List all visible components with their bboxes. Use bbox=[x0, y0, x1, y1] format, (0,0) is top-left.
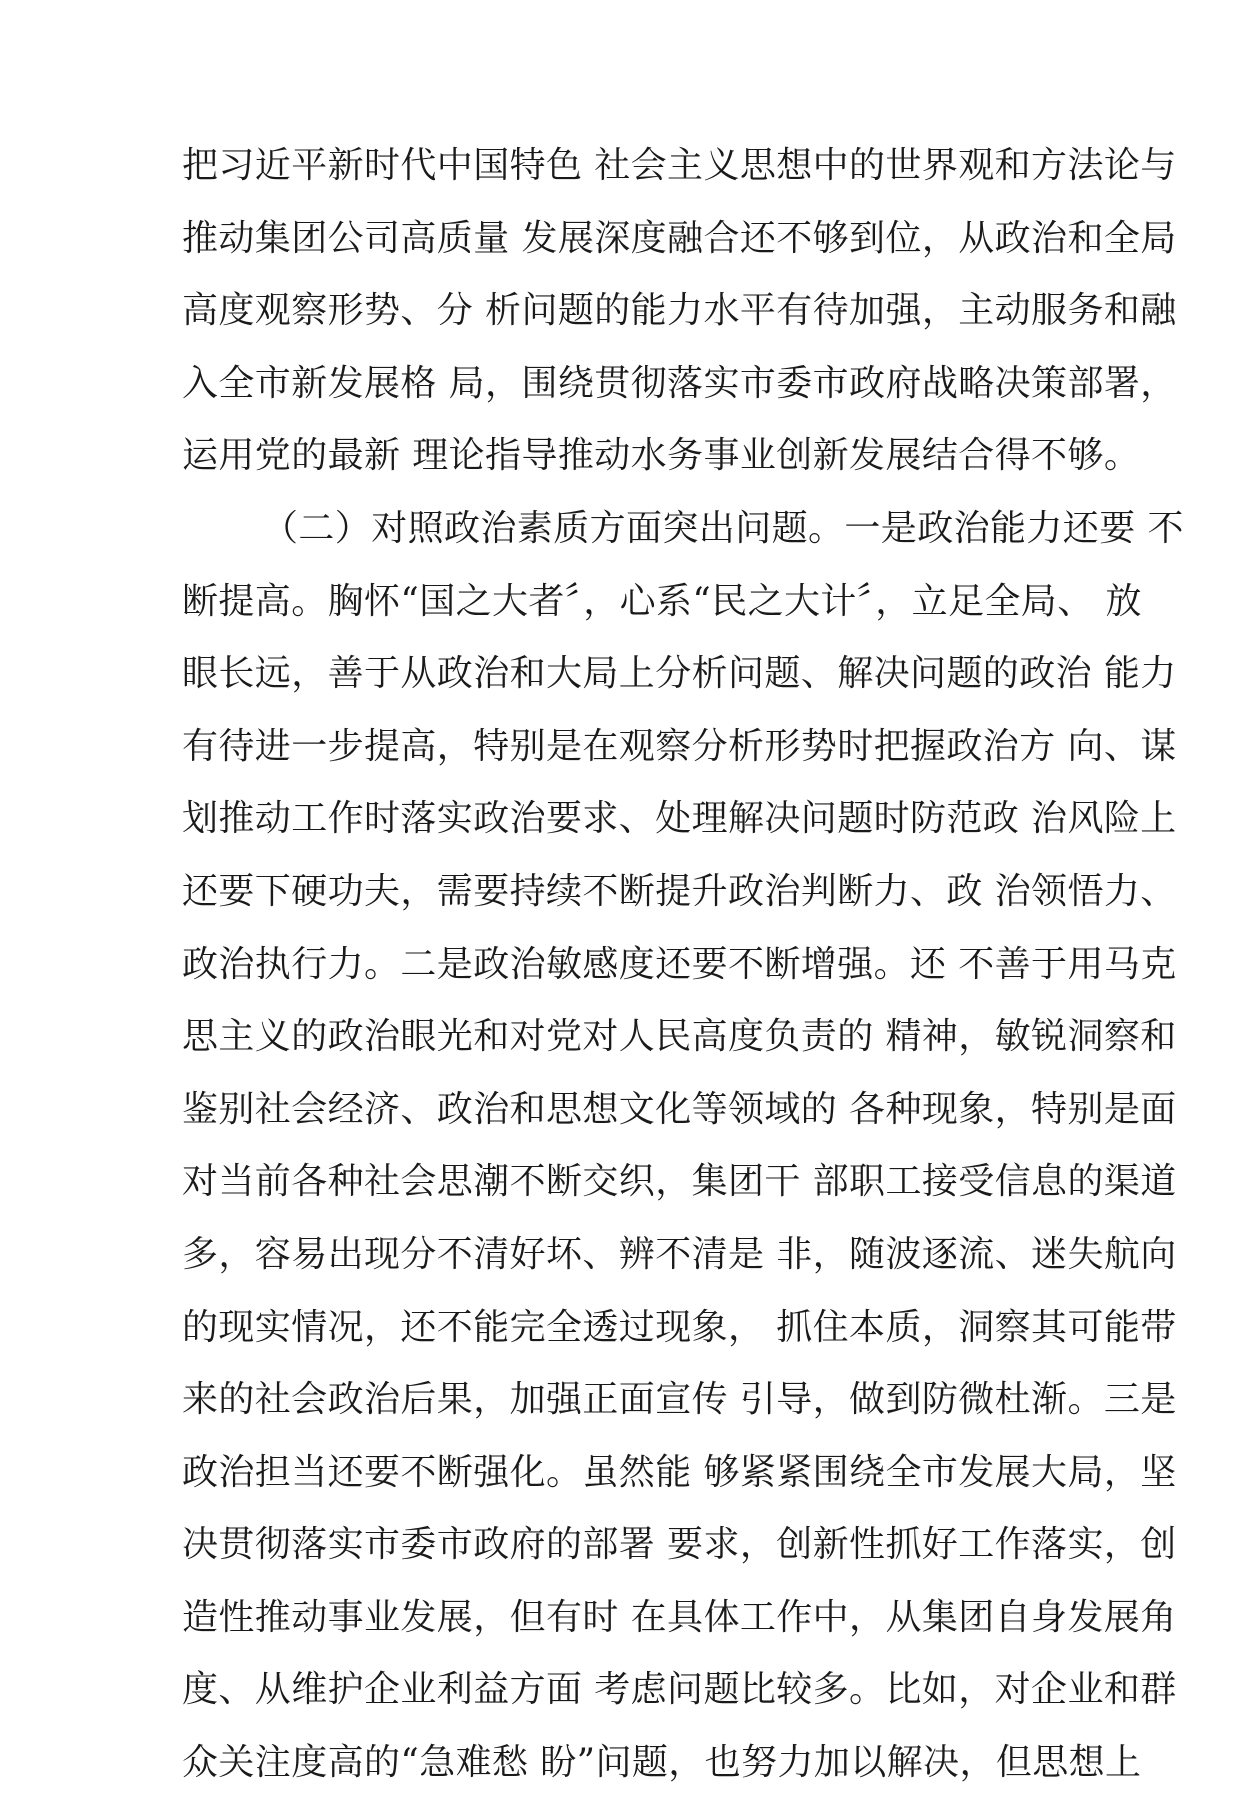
text-line: 鉴别社会经济、政治和思想文化等领域的 各种现象，特别是面 bbox=[182, 1088, 1177, 1130]
text-line: 眼长远，善于从政治和大局上分析问题、解决问题的政治 能力 bbox=[182, 653, 1177, 695]
text-line: 思主义的政治眼光和对党对人民高度负责的 精神，敏锐洞察和 bbox=[182, 1016, 1177, 1058]
text-line: 的现实情况，还不能完全透过现象， 抓住本质，洞察其可能带 bbox=[182, 1306, 1177, 1348]
text-line: 多，容易出现分不清好坏、辨不清是 非，随波逐流、迷失航向 bbox=[182, 1233, 1177, 1275]
text-line: 政治执行力。二是政治敏感度还要不断增强。还 不善于用马克 bbox=[182, 943, 1177, 985]
text-line: 高度观察形势、分 析问题的能力水平有待加强，主动服务和融 bbox=[182, 290, 1177, 332]
text-line: 还要下硬功夫，需要持续不断提升政治判断力、政 治领悟力、 bbox=[182, 870, 1177, 912]
body-text bbox=[182, 136, 1184, 1806]
text-line: 政治担当还要不断强化。虽然能 够紧紧围绕全市发展大局，坚 bbox=[182, 1451, 1177, 1493]
text-line: 运用党的最新 理论指导推动水务事业创新发展结合得不够。 bbox=[182, 435, 1141, 477]
section-heading-line: （二）对照政治素质方面突出问题。一是政治能力还要 不 bbox=[262, 507, 1184, 549]
text-line: 众关注度高的“急难愁 盼”问题，也努力加以解决，但思想上 bbox=[182, 1742, 1142, 1784]
text-line: 断提高。胸怀“国之大者〞，心系“民之大计〞，立足全局、 放 bbox=[182, 580, 1142, 622]
text-line: 对当前各种社会思潮不断交织，集团干 部职工接受信息的渠道 bbox=[182, 1161, 1177, 1203]
text-line: 划推动工作时落实政治要求、处理解决问题时防范政 治风险上 bbox=[182, 798, 1177, 840]
text-line: 度、从维护企业利益方面 考虑问题比较多。比如，对企业和群 bbox=[182, 1669, 1177, 1711]
text-line: 来的社会政治后果，加强正面宣传 引导，做到防微杜渐。三是 bbox=[182, 1379, 1177, 1421]
text-line: 把习近平新时代中国特色 社会主义思想中的世界观和方法论与 bbox=[182, 145, 1177, 186]
text-line: 有待进一步提高，特别是在观察分析形势时把握政治方 向、谋 bbox=[182, 725, 1177, 767]
text-line: 造性推动事业发展，但有时 在具体工作中，从集团自身发展角 bbox=[182, 1596, 1177, 1638]
text-line: 推动集团公司高质量 发展深度融合还不够到位，从政治和全局 bbox=[182, 217, 1177, 259]
text-line: 入全市新发展格 局，围绕贯彻落实市委市政府战略决策部署， bbox=[182, 362, 1177, 404]
text-line: 决贯彻落实市委市政府的部署 要求，创新性抓好工作落实，创 bbox=[182, 1524, 1177, 1566]
